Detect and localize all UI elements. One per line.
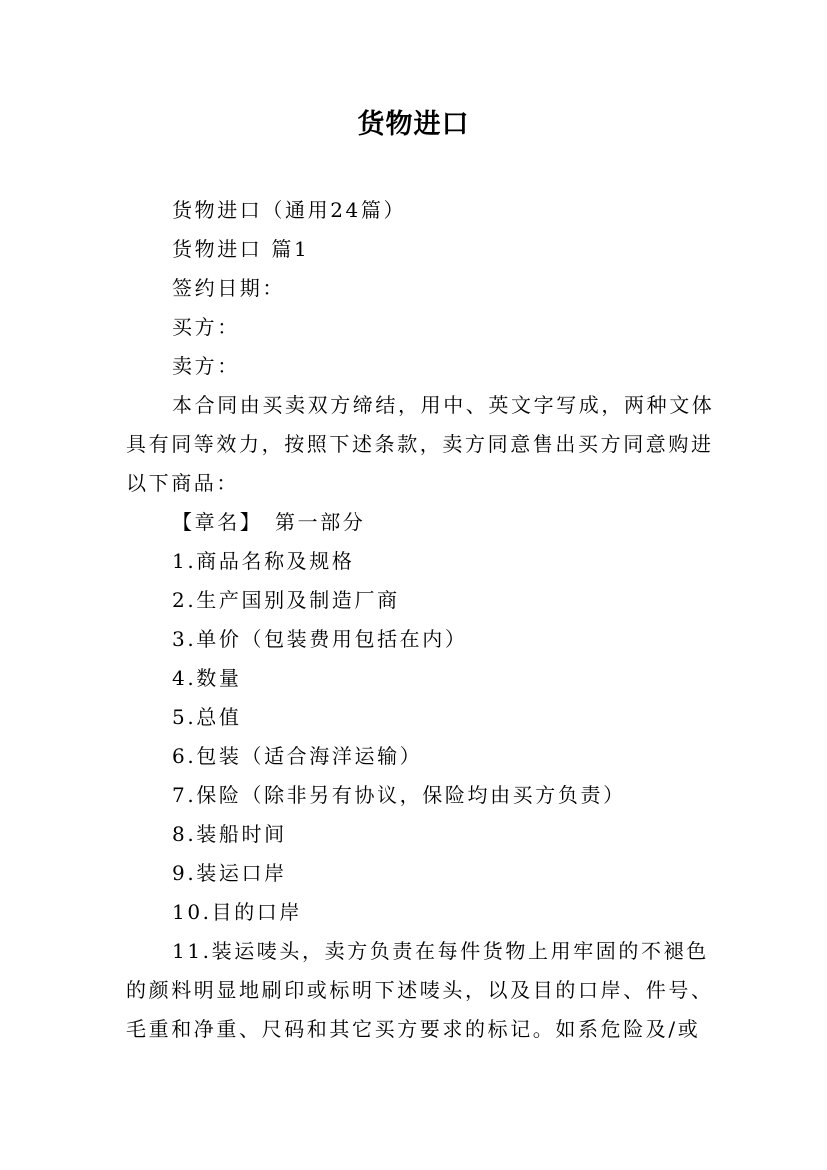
paragraph-buyer: 买方： [172,315,240,339]
paragraph-subtitle: 货物进口（通用24篇） [172,198,407,222]
list-item-1: 1.商品名称及规格 [172,549,355,573]
list-item-11-line-3: 毛重和净重、尺码和其它买方要求的标记。如系危险及/或 [126,1017,701,1041]
paragraph-seller: 卖方： [172,354,240,378]
list-item-3: 3.单价（包装费用包括在内） [172,627,468,651]
list-item-5: 5.总值 [172,705,242,729]
paragraph-section-heading: 货物进口 篇1 [172,237,310,261]
list-item-7: 7.保险（除非另有协议，保险均由买方负责） [172,783,626,807]
list-item-9: 9.装运口岸 [172,861,287,885]
paragraph-intro-line-2: 具有同等效力，按照下述条款，卖方同意售出买方同意购进 [126,432,714,456]
paragraph-sign-date: 签约日期： [172,276,285,300]
list-item-11-line-2: 的颜料明显地刷印或标明下述唛头，以及目的口岸、件号、 [126,978,714,1002]
paragraph-intro-line-3: 以下商品： [126,471,239,495]
document-title: 货物进口 [357,109,470,140]
list-item-4: 4.数量 [172,666,242,690]
list-item-10: 10.目的口岸 [172,900,303,924]
list-item-2: 2.生产国别及制造厂商 [172,588,400,612]
list-item-11-line-1: 11.装运唛头，卖方负责在每件货物上用牢固的不褪色 [172,939,709,963]
list-item-6: 6.包装（适合海洋运输） [172,744,423,768]
paragraph-intro-line-1: 本合同由买卖双方缔结，用中、英文字写成，两种文体 [172,393,715,417]
chapter-heading: 【章名】 第一部分 [172,510,366,534]
list-item-8: 8.装船时间 [172,822,287,846]
